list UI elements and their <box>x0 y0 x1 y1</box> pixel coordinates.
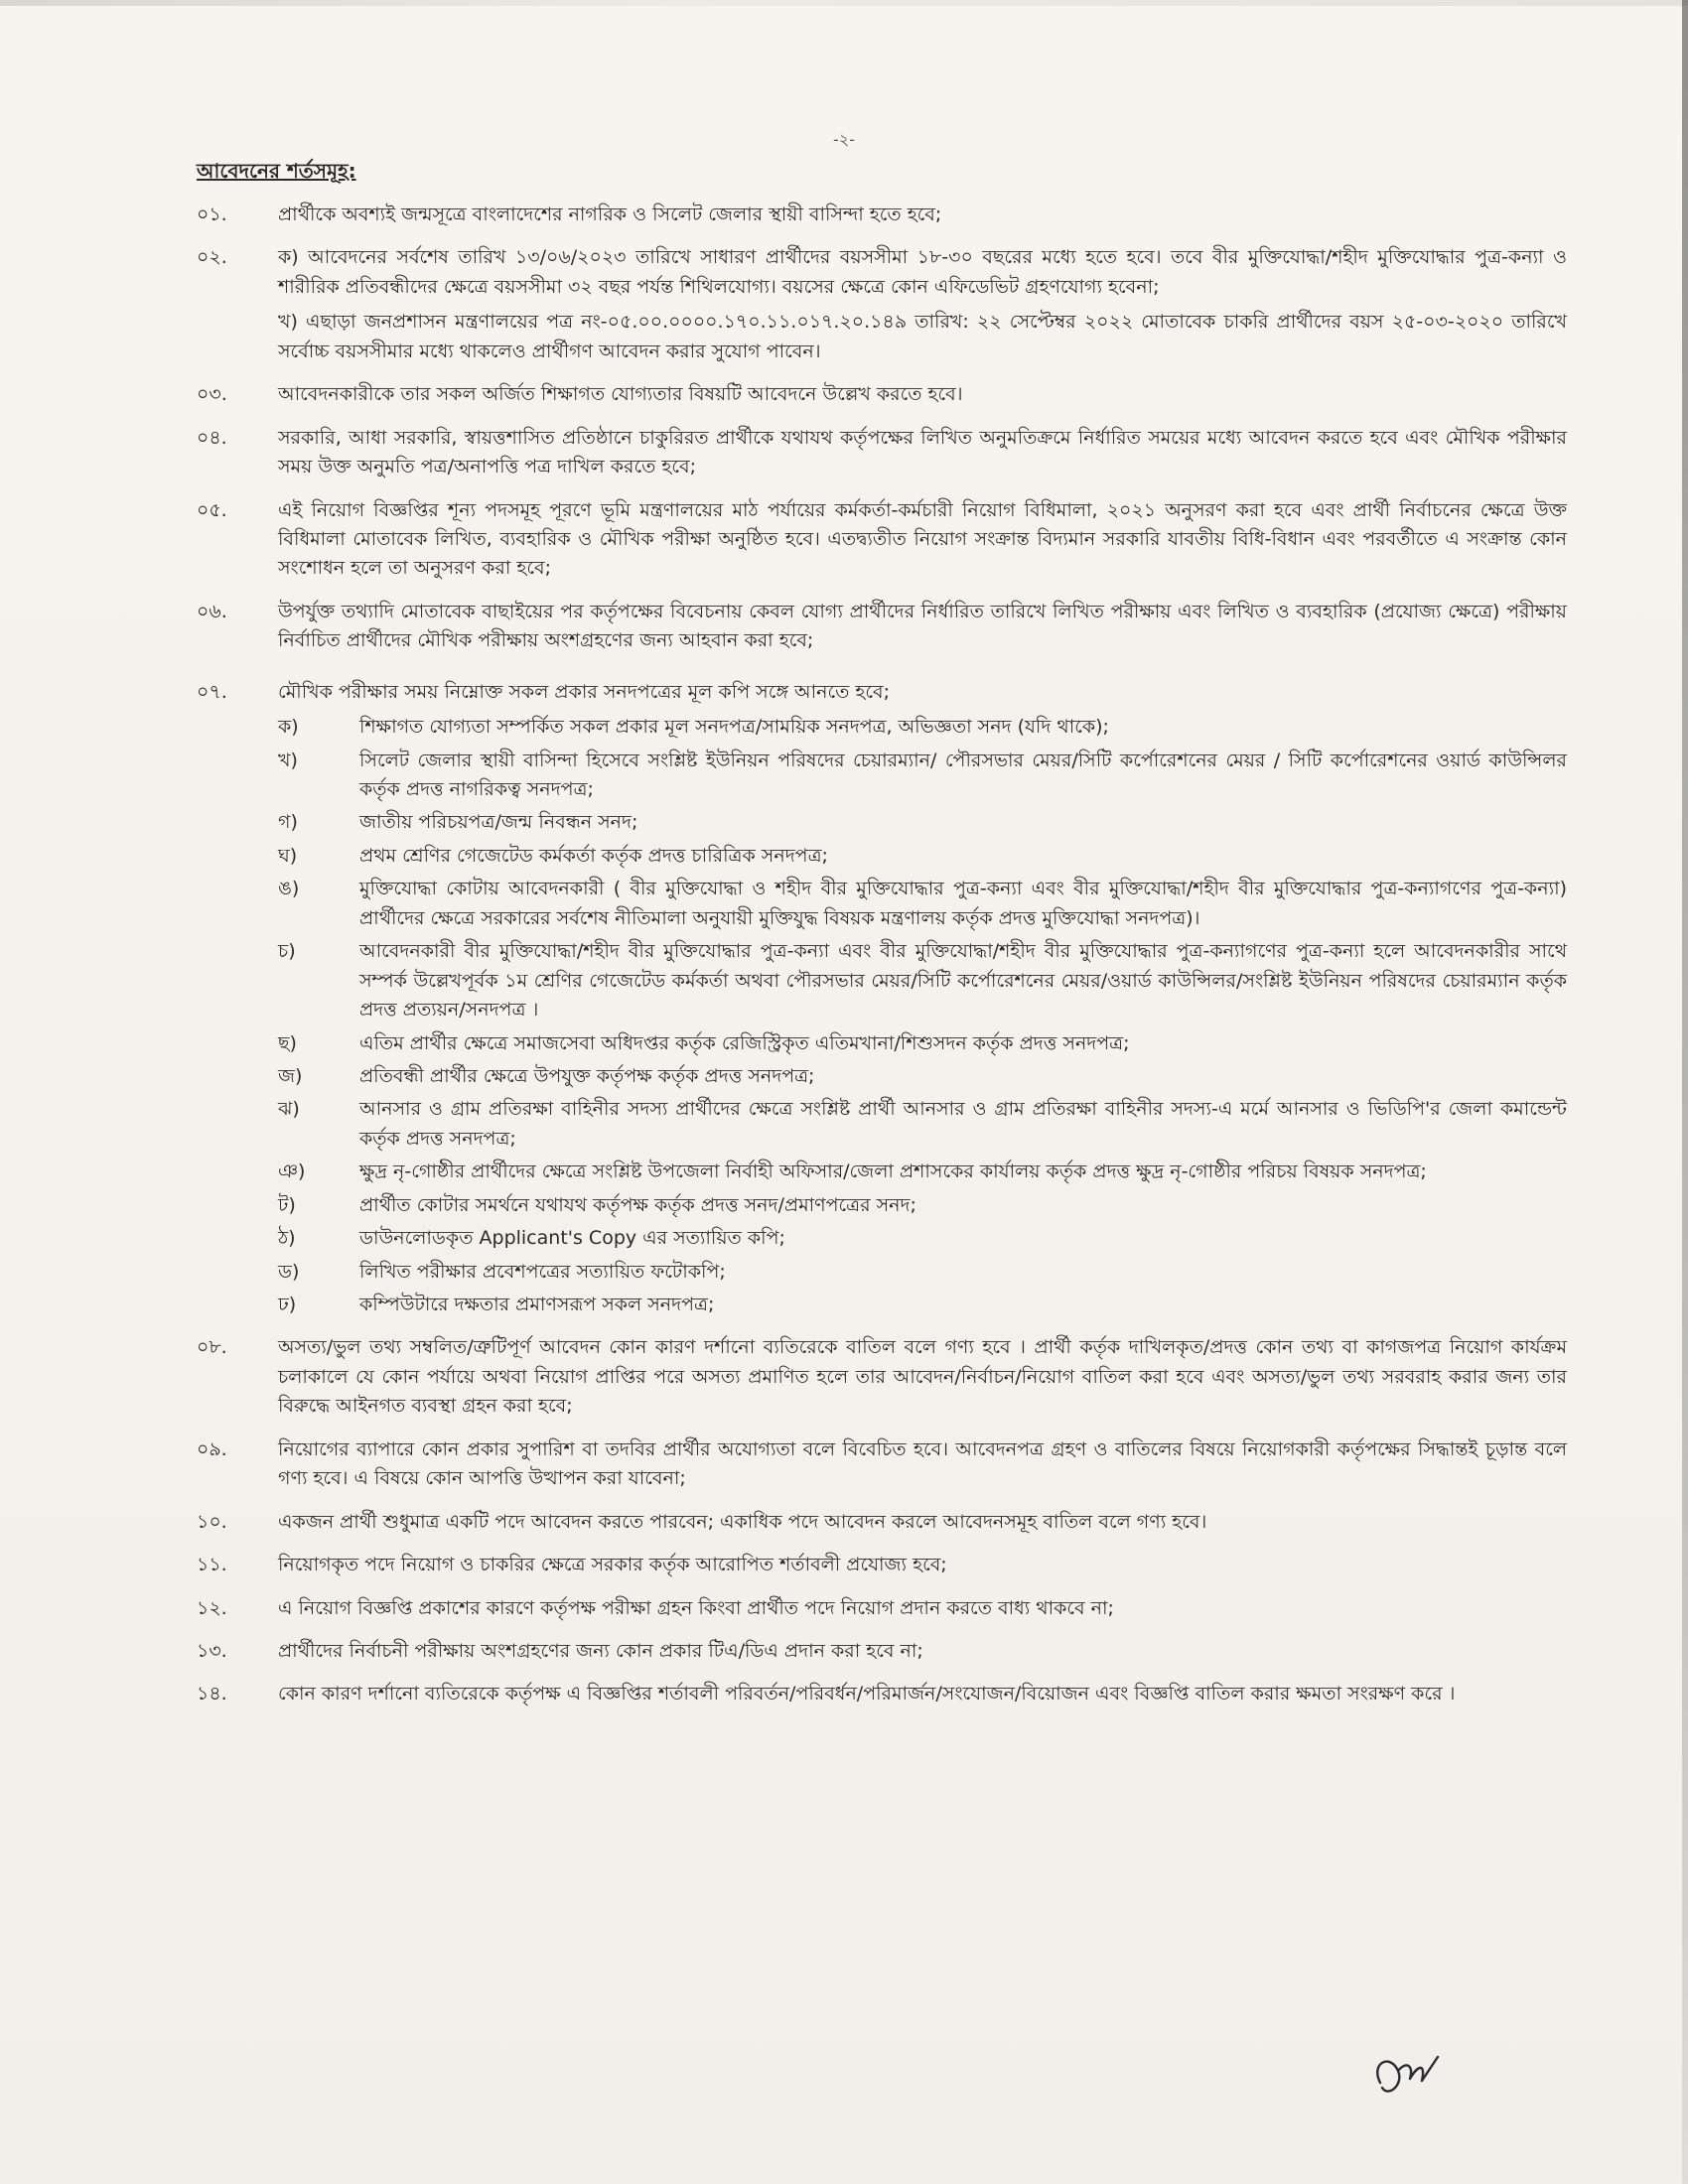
required-document-item <box>278 808 1567 837</box>
document-text: লিখিত পরীক্ষার প্রবেশপত্রের সত্যায়িত ফটোকপি; <box>359 1260 726 1283</box>
document-text: জাতীয় পরিচয়পত্র/জন্ম নিবন্ধন সনদ; <box>359 811 638 834</box>
condition-text: সরকারি, আধা সরকারি, স্বায়ত্তশাসিত প্রতিষ্ঠানে চাকুরিরত প্রার্থীকে যথাযথ কর্তৃপক্ষের লিখিত অনুমতিক্রমে নির্ধারিত সময়ের মধ্যে আবেদন করতে হবে এবং মৌখিক পরীক্ষার সময় উক্ত অনুমতি পত্র/অনাপত্তি পত্র দাখিল করতে হবে; <box>278 426 1567 478</box>
condition-item <box>197 1508 1567 1537</box>
document-marker: ঝ) <box>278 1098 300 1121</box>
scan-edge-top <box>0 0 1688 6</box>
condition-text: এই নিয়োগ বিজ্ঞপ্তির শূন্য পদসমূহ পূরণে ভূমি মন্ত্রণালয়ের মাঠ পর্যায়ের কর্মকর্তা-কর্মচারী নিয়োগ বিধিমালা, ২০২১ অনুসরণ করা হবে এবং প্রার্থী নির্বাচনের ক্ষেত্রে উক্ত বিধিমালা মোতাবেক লিখিত, ব্যবহারিক ও মৌখিক পরীক্ষা অনুষ্ঠিত হবে। এতদ্ব্যতীত নিয়োগ সংক্রান্ত বিদ্যমান সরকারি যাবতীয় বিধি-বিধান এবং পরবর্তীতে এ সংক্রান্ত কোন সংশোধন হলে তা অনুসরণ করা হবে; <box>278 498 1567 580</box>
document-text: শিক্ষাগত যোগ্যতা সম্পর্কিত সকল প্রকার মূল সনদপত্র/সাময়িক সনদপত্র, অভিজ্ঞতা সনদ (যদি থাকে); <box>359 716 1109 739</box>
condition-item <box>197 496 1567 584</box>
section-heading: আবেদনের শর্তসমূহ: <box>197 159 356 183</box>
condition-number: ০৭. <box>197 680 227 703</box>
document-text: কম্পিউটারে দক্ষতার প্রমাণসরূপ সকল সনদপত্র; <box>359 1294 715 1315</box>
document-text: এতিম প্রার্থীর ক্ষেত্রে সমাজসেবা অধিদপ্তর কর্তৃক রেজিস্ট্রিকৃত এতিমখানা/শিশুসদন কর্তৃক প্রদত্ত সনদপত্র; <box>359 1031 1130 1054</box>
conditions-group-a <box>197 201 1567 656</box>
condition-text: প্রার্থীকে অবশ্যই জন্মসূত্রে বাংলাদেশের নাগরিক ও সিলেট জেলার স্থায়ী বাসিন্দা হতে হবে; <box>278 204 942 225</box>
condition-item <box>197 243 1567 366</box>
condition-item <box>197 598 1567 656</box>
condition-item <box>197 1435 1567 1494</box>
condition-number: ০২. <box>197 246 227 269</box>
condition-text: আবেদনকারীকে তার সকল অর্জিত শিক্ষাগত যোগ্যতার বিষয়টি আবেদনে উল্লেখ করতে হবে। <box>278 383 963 406</box>
required-document-item <box>278 713 1567 742</box>
condition-text: অসত্য/ভুল তথ্য সম্বলিত/ত্রুটিপূর্ণ আবেদন কোন কারণ দর্শানো ব্যতিরেকে বাতিল বলে গণ্য হবে । প্রার্থী কর্তৃক দাখিলকৃত/প্রদত্ত কোন তথ্য বা কাগজপত্র নিয়োগ কার্যক্রম চলাকালে যে কোন পর্যায়ে অথবা নিয়োগ প্রাপ্তির পরে অসত্য প্রমাণিত হলে তার আবেদন/নির্বাচন/নিয়োগ বাতিল করা হবে এবং অসত্য/ভুল তথ্য সরবরাহ করার জন্য তার বিরুদ্ধে আইনগত ব্যবস্থা গ্রহন করা হবে; <box>278 1336 1567 1418</box>
document-text: প্রার্থীত কোটার সমর্থনে যথাযথ কর্তৃপক্ষ কর্তৃক প্রদত্ত সনদ/প্রমাণপত্রের সনদ; <box>359 1193 916 1216</box>
document-text: আনসার ও গ্রাম প্রতিরক্ষা বাহিনীর সদস্য প্রার্থীদের ক্ষেত্রে সংশ্লিষ্ট প্রার্থী আনসার ও গ্রাম প্রতিরক্ষা বাহিনীর সদস্য-এ মর্মে আনসার ও ভিডিপি'র জেলা কমান্ডেন্ট কর্তৃক প্রদত্ত সনদপত্র; <box>359 1098 1567 1150</box>
condition-number: ১৩. <box>197 1639 227 1662</box>
document-text: আবেদনকারী বীর মুক্তিযোদ্ধা/শহীদ বীর মুক্তিযোদ্ধার পুত্র-কন্যা এবং বীর মুক্তিযোদ্ধা/শহীদ বীর মুক্তিযোদ্ধার পুত্র-কন্যাগণের পুত্র-কন্যা হলে আবেদনকারীর সাথে সম্পর্ক উল্লেখপূর্বক ১ম শ্রেণির গেজেটেড কর্মকর্তা অথবা পৌরসভার মেয়র/সিটি কর্পোরেশনের মেয়র/ওয়ার্ড কাউন্সিলর/সংশ্লিষ্ট ইউনিয়ন পরিষদের চেয়ারম্যান কর্তৃক প্রদত্ত প্রত্যয়ন/সনদপত্র । <box>359 940 1567 1022</box>
document-marker: ক) <box>278 716 299 739</box>
condition-item <box>197 1594 1567 1623</box>
condition-text: নিয়োগের ব্যাপারে কোন প্রকার সুপারিশ বা তদবির প্রার্থীর অযোগ্যতা বলে বিবেচিত হবে। আবেদনপত্র গ্রহণ ও বাতিলের বিষয়ে নিয়োগকারী কর্তৃপক্ষের সিদ্ধান্তই চূড়ান্ত বলে গণ্য হবে। এ বিষয়ে কোন আপত্তি উত্থাপন করা যাবেনা; <box>278 1437 1567 1490</box>
condition-text: ক) আবেদনের সর্বশেষ তারিখ ১৩/০৬/২০২৩ তারিখে সাধারণ প্রার্থীদের বয়সসীমা ১৮-৩০ বছরের মধ্যে হতে হবে। তবে বীর মুক্তিযোদ্ধা/শহীদ মুক্তিযোদ্ধার পুত্র-কন্যা ও শারীরিক প্রতিবন্ধীদের ক্ষেত্রে বয়সসীমা ৩২ বছর পর্যন্ত শিথিলযোগ্য। বয়সের ক্ষেত্রে কোন এফিডেভিট গ্রহণযোগ্য হবেনা; <box>278 246 1567 298</box>
conditions-group-b <box>197 1333 1567 1708</box>
document-marker: ঠ) <box>278 1227 296 1250</box>
document-marker: ড) <box>278 1260 300 1283</box>
condition-text: কোন কারণ দর্শানো ব্যতিরেকে কর্তৃপক্ষ এ বিজ্ঞপ্তির শর্তাবলী পরিবর্তন/পরিবর্ধন/পরিমার্জন/সংযোজন/বিয়োজন এবং বিজ্ঞপ্তি বাতিল করার ক্ষমতা সংরক্ষণ করে । <box>278 1683 1456 1706</box>
condition-item <box>197 1551 1567 1579</box>
document-marker: ঞ) <box>278 1160 306 1183</box>
document-marker: ট) <box>278 1193 296 1216</box>
document-marker: খ) <box>278 749 298 771</box>
required-document-item <box>278 747 1567 805</box>
document-text: ডাউনলোডকৃত Applicant's Copy এর সত্যায়িত কপি; <box>359 1227 785 1250</box>
conditions-list <box>197 201 1567 1723</box>
condition-number: ০৮. <box>197 1336 227 1359</box>
required-documents-list <box>278 713 1567 1319</box>
condition-item <box>197 1680 1567 1708</box>
condition-item-07 <box>197 678 1567 1320</box>
document-marker: ছ) <box>278 1031 297 1054</box>
condition-number: ০৪. <box>197 426 227 449</box>
condition-number: ১১. <box>197 1554 227 1576</box>
condition-number: ০৬. <box>197 600 227 622</box>
condition-item <box>197 1637 1567 1666</box>
condition-item <box>197 201 1567 229</box>
condition-number: ০৯. <box>197 1437 227 1460</box>
document-marker: ঙ) <box>278 878 300 900</box>
document-text: প্রথম শ্রেণির গেজেটেড কর্মকর্তা কর্তৃক প্রদত্ত চারিত্রিক সনদপত্র; <box>359 844 828 867</box>
required-document-item <box>278 1224 1567 1253</box>
page-number: -২- <box>833 130 855 149</box>
signature <box>1360 2043 1450 2113</box>
required-document-item <box>278 1291 1567 1319</box>
condition-text: একজন প্রার্থী শুধুমাত্র একটি পদে আবেদন করতে পারবেন; একাধিক পদে আবেদন করলে আবেদনসমূহ বাতিল বলে গণ্য হবে। <box>278 1510 1207 1533</box>
scan-edge-right <box>1682 0 1688 2184</box>
required-document-item <box>278 1191 1567 1220</box>
condition-text: নিয়োগকৃত পদে নিয়োগ ও চাকরির ক্ষেত্রে সরকার কর্তৃক আরোপিত শর্তাবলী প্রযোজ্য হবে; <box>278 1554 947 1576</box>
document-text: সিলেট জেলার স্থায়ী বাসিন্দা হিসেবে সংশ্লিষ্ট ইউনিয়ন পরিষদের চেয়ারম্যান/ পৌরসভার মেয়র/সিটি কর্পোরেশনের মেয়র / সিটি কর্পোরেশনের ওয়ার্ড কাউন্সিলর কর্তৃক প্রদত্ত নাগরিকত্ব সনদপত্র; <box>359 749 1567 800</box>
condition-number: ১২. <box>197 1596 227 1619</box>
required-document-item <box>278 875 1567 933</box>
document-text: প্রতিবন্ধী প্রার্থীর ক্ষেত্রে উপযুক্ত কর্তৃপক্ষ কর্তৃক প্রদত্ত সনদপত্র; <box>359 1064 815 1087</box>
document-marker: গ) <box>278 811 298 834</box>
document-marker: চ) <box>278 940 296 963</box>
required-document-item <box>278 1095 1567 1154</box>
required-document-item <box>278 937 1567 1024</box>
condition-text: এ নিয়োগ বিজ্ঞপ্তি প্রকাশের কারণে কর্তৃপক্ষ পরীক্ষা গ্রহন কিংবা প্রার্থীত পদে নিয়োগ প্রদান করতে বাধ্য থাকবে না; <box>278 1596 1114 1619</box>
condition-item <box>197 380 1567 409</box>
document-text: ক্ষুদ্র নৃ-গোষ্ঠীর প্রার্থীদের ক্ষেত্রে সংশ্লিষ্ট উপজেলা নির্বাহী অফিসার/জেলা প্রশাসকের কার্যালয় কর্তৃক প্রদত্ত ক্ষুদ্র নৃ-গোষ্ঠীর পরিচয় বিষয়ক সনদপত্র; <box>359 1160 1427 1183</box>
document-marker: ঘ) <box>278 844 298 867</box>
condition-number: ০৫. <box>197 498 227 521</box>
required-document-item <box>278 1029 1567 1058</box>
document-marker: জ) <box>278 1064 303 1087</box>
condition-text: খ) এছাড়া জনপ্রশাসন মন্ত্রণালয়ের পত্র নং-০৫.০০.০০০০.১৭০.১১.০১৭.২০.১৪৯ তারিখ: ২২ সেপ্টেম্বর ২০২২ মোতাবেক চাকরি প্রার্থীদের বয়স ২৫-০৩-২০২০ তারিখে সর্বোচ্চ বয়সসীমার মধ্যে থাকলেও প্রার্থীগণ আবেদন করার সুযোগ পাবেন। <box>278 311 1567 362</box>
condition-item <box>197 424 1567 482</box>
document-marker: ঢ) <box>278 1294 297 1315</box>
required-document-item <box>278 1258 1567 1287</box>
condition-text: উপর্যুক্ত তথ্যাদি মোতাবেক বাছাইয়ের পর কর্তৃপক্ষের বিবেচনায় কেবল যোগ্য প্রার্থীদের নির্ধারিত তারিখে লিখিত পরীক্ষায় এবং লিখিত ও ব্যবহারিক (প্রযোজ্য ক্ষেত্রে) পরীক্ষায় নির্বাচিত প্রার্থীদের মৌখিক পরীক্ষায় অংশগ্রহণের জন্য আহবান করা হবে; <box>278 600 1567 652</box>
condition-number: ০১. <box>197 204 227 225</box>
condition-number: ১০. <box>197 1510 227 1533</box>
condition-item <box>197 1333 1567 1421</box>
required-document-item <box>278 1062 1567 1091</box>
condition-text: প্রার্থীদের নির্বাচনী পরীক্ষায় অংশগ্রহণের জন্য কোন প্রকার টিএ/ডিএ প্রদান করা হবে না; <box>278 1639 923 1662</box>
condition-intro: মৌখিক পরীক্ষার সময় নিম্নোক্ত সকল প্রকার সনদপত্রের মূল কপি সঙ্গে আনতে হবে; <box>278 680 891 703</box>
condition-number: ১৪. <box>197 1683 227 1706</box>
condition-number: ০৩. <box>197 383 227 406</box>
document-text: মুক্তিযোদ্ধা কোটায় আবেদনকারী ( বীর মুক্তিযোদ্ধা ও শহীদ বীর মুক্তিযোদ্ধার পুত্র-কন্যা এবং বীর মুক্তিযোদ্ধা/শহীদ বীর মুক্তিযোদ্ধার পুত্র-কন্যাগণের পুত্র-কন্যা) প্রার্থীদের ক্ষেত্রে সরকারের সর্বশেষ নীতিমালা অনুযায়ী মুক্তিযুদ্ধ বিষয়ক মন্ত্রণালয় কর্তৃক প্রদত্ত মুক্তিযোদ্ধা সনদপত্র)। <box>359 878 1567 929</box>
required-document-item <box>278 1158 1567 1186</box>
required-document-item <box>278 842 1567 871</box>
